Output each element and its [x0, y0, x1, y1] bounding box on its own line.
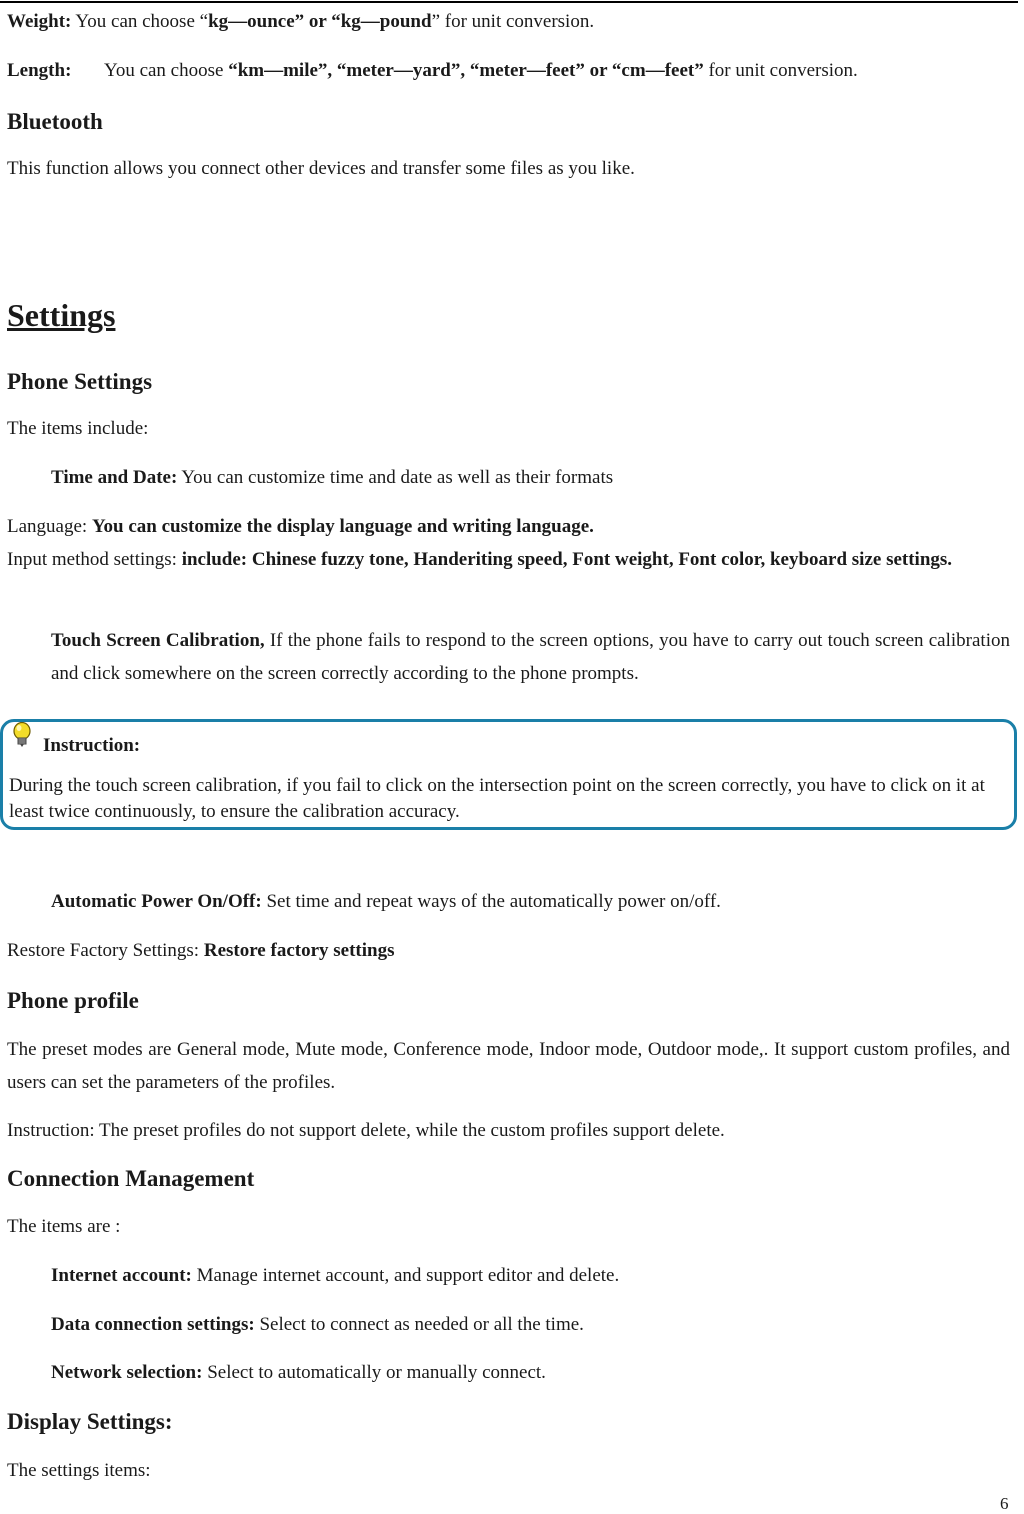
weight-post: ” for unit conversion.: [431, 11, 595, 32]
display-settings-intro: The settings items:: [7, 1460, 151, 1481]
data-connection-label: Data connection settings:: [51, 1314, 255, 1335]
internet-account-text: Manage internet account, and support editor and delete.: [191, 1265, 620, 1286]
bluetooth-heading: Bluetooth: [7, 109, 103, 134]
phone-profile-heading: Phone profile: [7, 988, 139, 1013]
time-date-item: [51, 467, 613, 489]
time-date-label: Time and Date:: [51, 467, 178, 488]
lightbulb-icon: [11, 722, 33, 748]
data-connection-text: Select to connect as needed or all the time.: [254, 1314, 584, 1335]
restore-item: [7, 940, 394, 962]
touch-calibration-text: If the phone fails to respond to the screen options, you have to carry out touch screen calibration and click somewhere on the screen correctly according to the phone prompts.: [51, 630, 1010, 684]
weight-line: [7, 11, 594, 33]
touch-calibration-item: [51, 624, 1010, 690]
instruction-title: Instruction:: [43, 735, 141, 756]
internet-account-label: Internet account:: [51, 1265, 192, 1286]
length-label: Length:: [7, 60, 72, 81]
auto-power-text: Set time and repeat ways of the automatically power on/off.: [261, 891, 721, 912]
auto-power-item: [51, 891, 721, 913]
length-line: [7, 60, 858, 82]
phone-settings-heading: Phone Settings: [7, 369, 153, 394]
input-method-item: [7, 543, 1010, 576]
language-label: Language:: [7, 516, 92, 537]
weight-bold: kg—ounce” or “kg—pound: [208, 11, 432, 32]
internet-account-item: [51, 1265, 619, 1287]
phone-profile-instruction: Instruction: The preset profiles do not support delete, while the custom profiles support delete.: [7, 1120, 725, 1141]
auto-power-label: Automatic Power On/Off:: [51, 891, 262, 912]
length-post: for unit conversion.: [703, 60, 858, 81]
restore-label: Restore Factory Settings:: [7, 940, 204, 961]
page-number: 6: [1000, 1494, 1009, 1513]
input-method-label: Input method settings:: [7, 549, 182, 570]
phone-settings-intro: The items include:: [7, 418, 149, 439]
display-settings-heading: Display Settings:: [7, 1409, 173, 1434]
length-pre: You can choose: [104, 60, 229, 81]
instruction-note-box: [0, 719, 1017, 830]
language-item: [7, 516, 594, 538]
weight-label: Weight:: [7, 11, 72, 32]
top-rule: [0, 1, 1018, 3]
weight-pre: You can choose “: [71, 11, 209, 32]
instruction-text: During the touch screen calibration, if you fail to click on the intersection point on the screen correctly, you have to click on it at least twice continuously, to ensure the calibration accuracy.: [9, 775, 985, 822]
language-text: You can customize the display language and writing language.: [91, 516, 594, 537]
phone-profile-text: The preset modes are General mode, Mute mode, Conference mode, Indoor mode, Outdoor mode,. It support custom profiles, and users can set the parameters of the profiles.: [7, 1039, 1010, 1093]
network-selection-item: [51, 1362, 546, 1384]
bluetooth-text: This function allows you connect other devices and transfer some files as you like.: [7, 158, 635, 179]
settings-title: Settings: [7, 297, 116, 333]
network-selection-text: Select to automatically or manually connect.: [202, 1362, 546, 1383]
touch-calibration-label: Touch Screen Calibration,: [51, 630, 265, 651]
restore-text: Restore factory settings: [203, 940, 395, 961]
connection-heading: Connection Management: [7, 1166, 255, 1191]
connection-intro: The items are :: [7, 1216, 121, 1237]
length-bold: “km—mile”, “meter—yard”, “meter—feet” or “cm—feet”: [228, 60, 704, 81]
network-selection-label: Network selection:: [51, 1362, 203, 1383]
time-date-text: You can customize time and date as well as their formats: [177, 467, 614, 488]
input-method-text: include: Chinese fuzzy tone, Handeriting speed, Font weight, Font color, keyboard size settings.: [181, 549, 953, 570]
data-connection-item: [51, 1314, 584, 1336]
